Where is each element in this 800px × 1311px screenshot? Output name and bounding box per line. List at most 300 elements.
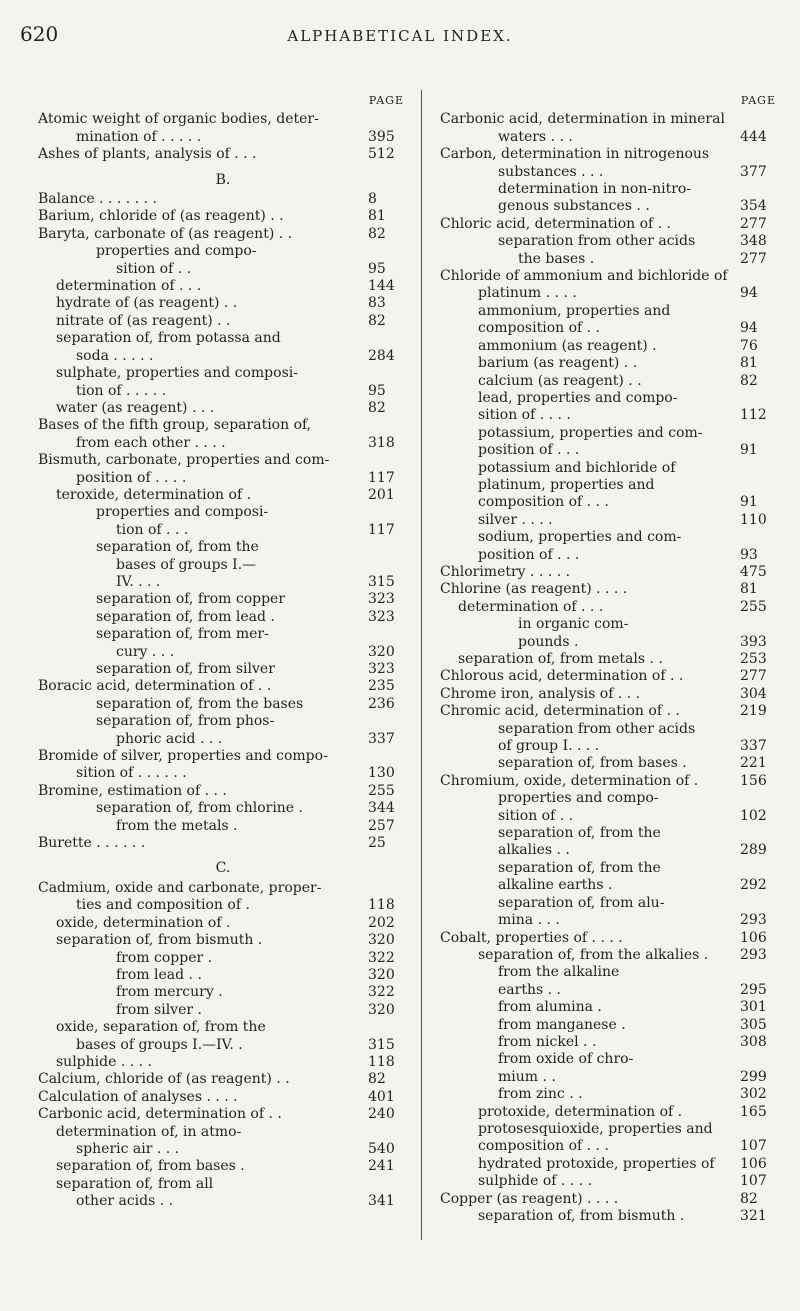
index-entry	[440, 129, 780, 146]
entry-text: Chlorine (as reagent) . . . .	[440, 581, 628, 598]
entry-page: 240	[368, 1106, 395, 1123]
entry-text: Cadmium, oxide and carbonate, proper-	[38, 879, 322, 896]
index-entry	[440, 860, 780, 877]
entry-text: Calculation of analyses . . . .	[38, 1088, 238, 1105]
entry-text: separation of, from bismuth .	[478, 1208, 685, 1224]
entry-page: 236	[368, 695, 395, 712]
entry-text: bases of groups I.—	[116, 556, 257, 573]
index-entry	[440, 181, 780, 198]
index-entry	[38, 191, 408, 208]
entry-text: potassium, properties and com-	[478, 424, 703, 441]
entry-text: from the alkaline	[498, 964, 620, 981]
entry-text: spheric air . . .	[76, 1140, 180, 1157]
index-entry	[440, 738, 780, 755]
index-entry	[440, 355, 780, 372]
entry-text: protoxide, determination of .	[478, 1103, 683, 1120]
index-entry	[440, 982, 780, 999]
index-entry	[38, 1158, 408, 1175]
entry-text: oxide, separation of, from the	[56, 1019, 266, 1036]
entry-text: alkalies . .	[498, 842, 570, 859]
entry-text: genous substances . .	[498, 198, 650, 215]
index-entry	[440, 1017, 780, 1034]
index-entry	[38, 748, 408, 765]
entry-text: from silver .	[116, 1001, 202, 1018]
entry-text: other acids . .	[76, 1193, 174, 1210]
entry-text: determination of, in atmo-	[56, 1123, 242, 1140]
index-entry	[38, 557, 408, 574]
entry-text: position of . . .	[478, 442, 580, 459]
entry-text: pounds .	[518, 633, 579, 650]
index-entry	[440, 721, 780, 738]
entry-page: 284	[368, 347, 395, 364]
index-entry	[38, 1141, 408, 1158]
page-column-label: PAGE	[368, 94, 404, 107]
entry-text: Ashes of plants, analysis of . . .	[38, 146, 257, 163]
entry-page: 144	[368, 278, 395, 295]
index-entry	[38, 400, 408, 417]
entry-text: the bases .	[518, 250, 595, 267]
entry-page: 512	[368, 146, 395, 163]
entry-page: 320	[368, 932, 395, 949]
index-entry	[440, 755, 780, 772]
entry-text: sition of . . . .	[478, 407, 571, 424]
index-entry	[440, 198, 780, 215]
entry-text: separation of, from bismuth .	[56, 932, 263, 949]
section-letter	[38, 172, 408, 189]
entry-text: Boracic acid, determination of . .	[38, 678, 272, 695]
index-column-right	[440, 92, 780, 1225]
entry-page: 348	[740, 233, 767, 250]
entry-text: Chrome iron, analysis of . . .	[440, 685, 641, 702]
entry-page: 235	[368, 678, 395, 695]
index-entry	[440, 686, 780, 703]
entry-text: separation of, from alu-	[498, 894, 665, 911]
entry-text: IV. . . .	[116, 573, 161, 590]
entry-text: from copper .	[116, 949, 213, 966]
entry-text: separation of, from phos-	[96, 713, 275, 730]
index-entry	[38, 1106, 408, 1123]
index-entry	[38, 1019, 408, 1036]
entry-page: 102	[740, 807, 767, 824]
entry-text: Bromine, estimation of . . .	[38, 782, 227, 799]
entry-text: substances . . .	[498, 163, 604, 180]
entry-page: 315	[368, 573, 395, 590]
index-entry	[38, 330, 408, 347]
index-entry	[38, 1002, 408, 1019]
index-entry	[440, 512, 780, 529]
entry-text: properties and compo-	[498, 790, 659, 807]
entry-page: 25	[368, 835, 386, 852]
index-entry	[38, 1071, 408, 1088]
entry-page: 295	[740, 981, 767, 998]
entry-text: separation of, from all	[56, 1175, 214, 1192]
entry-text: composition of . . .	[478, 494, 609, 511]
index-entry	[440, 164, 780, 181]
index-entry	[440, 529, 780, 546]
entry-text: of group I. . . .	[498, 738, 600, 755]
running-head: ALPHABETICAL INDEX.	[287, 27, 513, 45]
index-entry	[38, 522, 408, 539]
entry-text: properties and composi-	[96, 504, 269, 521]
section-letter	[38, 860, 408, 877]
index-entry	[440, 477, 780, 494]
index-entry	[440, 338, 780, 355]
entry-page: 241	[368, 1158, 395, 1175]
entry-page: 540	[368, 1140, 395, 1157]
entry-text: Carbonic acid, determination in mineral	[440, 111, 725, 128]
index-entry	[440, 825, 780, 842]
entry-page: 277	[740, 668, 767, 685]
entry-text: Bromide of silver, properties and compo-	[38, 748, 328, 765]
index-entry	[38, 932, 408, 949]
index-entry	[38, 591, 408, 608]
index-entry	[440, 303, 780, 320]
entry-page: 219	[740, 703, 767, 720]
entry-text: ties and composition of .	[76, 897, 250, 914]
index-entry	[440, 1191, 780, 1208]
index-entry	[38, 800, 408, 817]
entry-page: 302	[740, 1086, 767, 1103]
entry-page: 299	[740, 1068, 767, 1085]
entry-text: calcium (as reagent) . .	[478, 372, 642, 389]
index-entry	[38, 984, 408, 1001]
index-entry	[440, 146, 780, 163]
entry-text: separation of, from the alkalies .	[478, 946, 709, 963]
entry-text: Balance . . . . . . .	[38, 191, 157, 208]
entry-text: cury . . .	[116, 643, 175, 660]
index-entry	[38, 129, 408, 146]
entry-page: 82	[740, 372, 758, 389]
index-entry	[440, 1034, 780, 1051]
entry-text: separation of, from bases .	[498, 755, 687, 772]
entry-text: Chromic acid, determination of . .	[440, 703, 680, 720]
entry-text: Chlorimetry . . . . .	[440, 563, 571, 580]
entry-text: determination of . . .	[458, 598, 604, 615]
index-column-left	[38, 92, 408, 1211]
entry-page: 322	[368, 984, 395, 1001]
entry-page: 81	[740, 581, 758, 598]
entry-text: from mercury .	[116, 984, 223, 1001]
entry-page: 82	[368, 312, 386, 329]
index-entry	[440, 842, 780, 859]
entry-text: from the metals .	[116, 817, 238, 834]
index-entry	[440, 1086, 780, 1103]
entry-text: separation of, from chlorine .	[96, 800, 303, 817]
index-entry	[38, 539, 408, 556]
index-entry	[38, 967, 408, 984]
index-entry	[440, 233, 780, 250]
index-entry	[440, 111, 780, 128]
entry-text: teroxide, determination of .	[56, 486, 252, 503]
index-entry	[440, 1208, 780, 1225]
entry-page: 301	[740, 999, 767, 1016]
index-entry	[38, 915, 408, 932]
entry-text: separation of, from the	[498, 825, 661, 842]
index-entry	[38, 765, 408, 782]
entry-text: Carbonic acid, determination of . .	[38, 1106, 282, 1123]
entry-text: Chloric acid, determination of . .	[440, 215, 671, 232]
entry-page: 83	[368, 295, 386, 312]
index-entry	[440, 599, 780, 616]
entry-page: 81	[740, 355, 758, 372]
index-entry	[440, 1138, 780, 1155]
entry-text: hydrated protoxide, properties of	[478, 1155, 715, 1172]
index-entry	[38, 278, 408, 295]
entry-page: 93	[740, 546, 758, 563]
entry-page: 444	[740, 128, 767, 145]
entry-page: 107	[740, 1173, 767, 1190]
index-entry	[440, 616, 780, 633]
entry-text: determination in non-nitro-	[498, 181, 692, 198]
entry-text: hydrate of (as reagent) . .	[56, 295, 238, 312]
entry-text: composition of . . .	[478, 1138, 609, 1155]
entry-text: sodium, properties and com-	[478, 529, 682, 546]
index-entry	[440, 668, 780, 685]
index-entry	[440, 285, 780, 302]
entry-page: 81	[368, 208, 386, 225]
index-entry	[440, 216, 780, 233]
entry-text: Baryta, carbonate of (as reagent) . .	[38, 225, 293, 242]
entry-text: sulphide of . . . .	[478, 1173, 593, 1190]
index-entry	[38, 470, 408, 487]
entry-page: 320	[368, 1001, 395, 1018]
index-entry	[38, 661, 408, 678]
index-entry	[440, 564, 780, 581]
entry-text: waters . . .	[498, 128, 573, 145]
entry-page: 277	[740, 215, 767, 232]
entry-page: 293	[740, 946, 767, 963]
entry-text: Atomic weight of organic bodies, deter-	[38, 111, 319, 128]
entry-text: composition of . .	[478, 320, 601, 337]
entry-page: 320	[368, 643, 395, 660]
index-entry	[440, 1069, 780, 1086]
entry-page: 106	[740, 929, 767, 946]
entry-page: 395	[368, 128, 395, 145]
entry-text: C.	[215, 860, 231, 877]
entry-text: bases of groups I.—IV. .	[76, 1036, 243, 1053]
index-entry	[440, 964, 780, 981]
index-entry	[440, 320, 780, 337]
index-entry	[38, 226, 408, 243]
entry-text: sulphate, properties and composi-	[56, 365, 298, 382]
index-entry	[38, 835, 408, 852]
entry-page: 292	[740, 877, 767, 894]
index-entry	[440, 373, 780, 390]
index-entry	[440, 634, 780, 651]
entry-page: 337	[740, 738, 767, 755]
entry-page: 323	[368, 591, 395, 608]
index-entry	[38, 452, 408, 469]
index-entry	[440, 547, 780, 564]
entry-page: 322	[368, 949, 395, 966]
entry-page: 255	[740, 598, 767, 615]
entry-page: 318	[368, 434, 395, 451]
entry-page: 8	[368, 191, 377, 208]
entry-text: separation of, from the	[498, 859, 661, 876]
entry-text: from alumina .	[498, 999, 602, 1016]
index-entry	[38, 243, 408, 260]
index-entry	[38, 1124, 408, 1141]
entry-page: 130	[368, 765, 395, 782]
index-entry	[38, 146, 408, 163]
entry-text: Carbon, determination in nitrogenous	[440, 146, 710, 163]
index-entry	[440, 912, 780, 929]
index-entry	[38, 626, 408, 643]
entry-text: tion of . . .	[116, 521, 189, 538]
entry-text: Cobalt, properties of . . . .	[440, 929, 623, 946]
index-entry	[38, 504, 408, 521]
entry-text: soda . . . . .	[76, 347, 154, 364]
entry-text: B.	[215, 171, 231, 188]
index-entry	[38, 383, 408, 400]
entry-page: 117	[368, 469, 395, 486]
index-entry	[38, 348, 408, 365]
index-entry	[440, 790, 780, 807]
entry-page: 323	[368, 608, 395, 625]
entry-page: 337	[368, 730, 395, 747]
index-entry	[440, 425, 780, 442]
entry-text: lead, properties and compo-	[478, 389, 678, 406]
index-entry	[440, 877, 780, 894]
entry-text: Burette . . . . . .	[38, 835, 146, 852]
entry-page: 165	[740, 1103, 767, 1120]
entry-text: from lead . .	[116, 966, 202, 983]
entry-text: mina . . .	[498, 912, 560, 929]
entry-page: 76	[740, 337, 758, 354]
index-entry	[38, 1176, 408, 1193]
entry-page: 112	[740, 407, 767, 424]
entry-text: Chlorous acid, determination of . .	[440, 668, 684, 685]
entry-text: platinum . . . .	[478, 285, 577, 302]
entry-page: 110	[740, 511, 767, 528]
index-entry	[440, 930, 780, 947]
index-entry	[440, 1104, 780, 1121]
index-entry	[38, 880, 408, 897]
column-divider	[421, 90, 422, 1240]
entry-text: mium . .	[498, 1068, 556, 1085]
entry-text: sition of . .	[498, 807, 574, 824]
entry-text: determination of . . .	[56, 278, 202, 295]
index-entry	[38, 609, 408, 626]
entry-page: 305	[740, 1016, 767, 1033]
entry-text: sulphide . . . .	[56, 1053, 152, 1070]
index-entry	[38, 678, 408, 695]
entry-page: 106	[740, 1155, 767, 1172]
entry-text: position of . . .	[478, 546, 580, 563]
entry-text: separation of, from potassa and	[56, 330, 281, 347]
index-entry	[38, 417, 408, 434]
index-entry	[440, 703, 780, 720]
index-entry	[440, 1121, 780, 1138]
entry-text: separation of, from mer-	[96, 626, 269, 643]
entry-text: protosesquioxide, properties and	[478, 1120, 713, 1137]
entry-page: 118	[368, 897, 395, 914]
index-entry	[440, 1051, 780, 1068]
entry-page: 321	[740, 1208, 767, 1224]
entry-page: 255	[368, 782, 395, 799]
entry-page: 118	[368, 1053, 395, 1070]
page-number: 620	[20, 22, 59, 46]
entry-text: water (as reagent) . . .	[56, 399, 215, 416]
entry-text: from manganese .	[498, 1016, 626, 1033]
index-entry	[440, 1173, 780, 1190]
entry-text: separation of, from copper	[96, 591, 286, 608]
entry-text: sition of . . . . . .	[76, 765, 187, 782]
entry-text: properties and compo-	[96, 243, 257, 260]
index-entry	[38, 1089, 408, 1106]
entry-page: 401	[368, 1088, 395, 1105]
index-entry	[38, 295, 408, 312]
entry-text: barium (as reagent) . .	[478, 355, 638, 372]
entry-text: separation of, from lead .	[96, 608, 275, 625]
entry-text: in organic com-	[518, 616, 629, 633]
entry-page: 201	[368, 486, 395, 503]
entry-text: silver . . . .	[478, 511, 553, 528]
index-entry	[440, 999, 780, 1016]
entry-page: 82	[368, 399, 386, 416]
index-entry	[38, 1193, 408, 1210]
entry-text: Copper (as reagent) . . . .	[440, 1190, 619, 1207]
entry-text: Bismuth, carbonate, properties and com-	[38, 452, 330, 469]
entry-page: 393	[740, 633, 767, 650]
entry-page: 91	[740, 442, 758, 459]
index-entry	[38, 208, 408, 225]
entry-page: 293	[740, 912, 767, 929]
index-entry	[38, 713, 408, 730]
entry-text: Barium, chloride of (as reagent) . .	[38, 208, 284, 225]
index-entry	[38, 696, 408, 713]
index-entry	[38, 261, 408, 278]
index-entry	[440, 390, 780, 407]
index-entry	[440, 460, 780, 477]
entry-text: mination of . . . . .	[76, 128, 202, 145]
index-entry	[38, 818, 408, 835]
index-entry	[440, 895, 780, 912]
entry-page: 308	[740, 1033, 767, 1050]
entry-text: potassium and bichloride of	[478, 459, 676, 476]
entry-text: ammonium, properties and	[478, 302, 671, 319]
index-entry	[38, 1037, 408, 1054]
entry-page: 323	[368, 661, 395, 677]
entry-page: 315	[368, 1036, 395, 1053]
entry-text: earths . .	[498, 981, 561, 998]
index-entry	[38, 435, 408, 452]
entry-page: 107	[740, 1138, 767, 1155]
entry-text: position of . . . .	[76, 469, 187, 486]
index-entry	[440, 442, 780, 459]
index-entry	[38, 365, 408, 382]
entry-text: from nickel . .	[498, 1033, 597, 1050]
entry-text: Bases of the fifth group, separation of,	[38, 417, 312, 434]
entry-page: 341	[368, 1193, 395, 1210]
entry-text: oxide, determination of .	[56, 914, 231, 931]
page-column-label: PAGE	[740, 94, 776, 107]
index-entry	[440, 407, 780, 424]
entry-page: 94	[740, 320, 758, 337]
index-entry	[440, 651, 780, 668]
entry-text: tion of . . . . .	[76, 382, 167, 399]
index-entry	[440, 268, 780, 285]
entry-text: alkaline earths .	[498, 877, 613, 894]
index-entry	[38, 783, 408, 800]
entry-text: Chromium, oxide, determination of .	[440, 772, 699, 789]
entry-page: 304	[740, 685, 767, 702]
entry-page: 475	[740, 563, 767, 580]
entry-page: 91	[740, 494, 758, 511]
entry-page: 82	[368, 225, 386, 242]
entry-text: Chloride of ammonium and bichloride of	[440, 268, 728, 285]
index-entry	[38, 574, 408, 591]
